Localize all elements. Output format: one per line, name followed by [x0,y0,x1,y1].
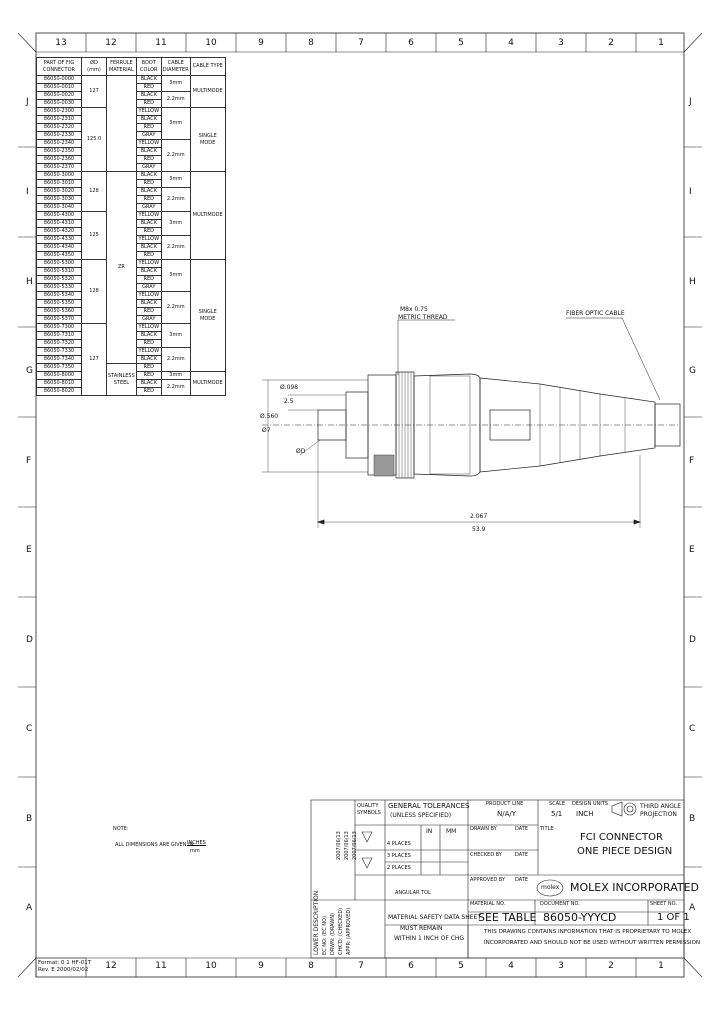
part-number-cell: 86050-2340 [37,140,82,148]
zone-label: 5 [458,38,464,48]
zone-label: 1 [658,38,664,48]
part-number-cell: 86050-7330 [37,348,82,356]
dim-ferrule-mm: 2.5 [284,398,294,405]
table-row [37,76,226,84]
tol-2-places: 2 PLACES [387,865,411,871]
zone-label: 3 [558,961,564,971]
revision-block [313,815,320,955]
dim-length-in: 2.067 [470,513,488,520]
boot-color-cell: RED [136,196,161,204]
part-number-cell: 86050-2360 [37,156,82,164]
table-row [37,172,226,180]
boot-color-cell: BLACK [136,76,161,84]
zone-label: 13 [55,38,67,48]
part-number-cell: 86050-7340 [37,356,82,364]
sheet-no-label: SHEET NO. [650,901,677,907]
part-number-cell: 86050-0000 [37,76,82,84]
zone-label: D [689,635,696,645]
checked-by: CHECKED BY [470,852,502,858]
zone-label: 11 [155,38,167,48]
thread-label-2: METRIC THREAD [398,314,448,321]
zone-label: D [26,635,33,645]
cable-diameter-cell: 2.2mm [161,380,190,396]
boot-color-cell: BLACK [136,188,161,196]
zone-label: 9 [258,38,264,48]
zone-label: 5 [458,961,464,971]
document-no-value: 86050-YYYCD [543,911,617,924]
scale-label: SCALE [549,801,566,807]
revision-date: 2007/06/13 [336,831,342,860]
part-number-cell: 86050-4310 [37,220,82,228]
revision-heading: LOWER DESCRIPTION [313,890,320,955]
dim-body-in: Ø.560 [260,413,279,420]
title-label: TITLE [540,826,554,832]
hazard-line-1: MATERIAL SAFETY DATA SHEET [388,914,481,921]
cable-diameter-cell: 3mm [161,76,190,92]
cable-diameter-cell: 3mm [161,212,190,236]
zone-label: J [689,97,692,107]
zone-label: C [689,724,696,734]
zone-label: 12 [105,38,117,48]
note-units: INCHES [187,840,206,846]
boot-color-cell: YELLOW [136,236,161,244]
boot-color-cell: RED [136,388,161,396]
approved-by: APPROVED BY [470,877,506,883]
drawing-title-1: FCI CONNECTOR [580,832,663,843]
boot-color-cell: RED [136,276,161,284]
zone-label: 6 [408,38,414,48]
zone-label: A [26,903,33,913]
zone-label: 10 [205,38,217,48]
zone-label: 2 [608,961,614,971]
cable-diameter-cell: 2.2mm [161,92,190,108]
note-units-mm: mm [190,848,200,854]
part-number-cell: 86050-4300 [37,212,82,220]
od-cell: 128 [82,172,107,212]
cable-diameter-cell: 3mm [161,108,190,140]
part-number-cell: 86050-3010 [37,180,82,188]
zone-label: 4 [508,38,514,48]
third-angle-symbol [612,802,636,816]
boot-color-cell: BLACK [136,300,161,308]
proprietary-line-1: THIS DRAWING CONTAINS INFORMATION THAT IS PROPRIETARY TO MOLEX [484,929,692,935]
part-number-cell: 86050-0030 [37,100,82,108]
boot-color-cell: BLACK [136,148,161,156]
unless-specified: (UNLESS SPECIFIED) [390,812,452,819]
boot-color-cell: RED [136,364,161,372]
boot-color-cell: YELLOW [136,292,161,300]
cable-type-cell: MULTIMODE [190,172,225,260]
part-number-cell: 86050-5320 [37,276,82,284]
cable-type-cell: MULTIMODE [190,372,225,396]
revision-date: 2007/06/13 [352,831,358,860]
zone-label: 10 [205,961,217,971]
part-number-cell: 86050-4330 [37,236,82,244]
boot-color-cell: YELLOW [136,140,161,148]
tol-4-places: 4 PLACES [387,841,411,847]
design-units-label: DESIGN UNITS [572,801,608,807]
revision-line: CHK'D: (CHECKED) [338,907,344,955]
table-header: ØD (mm) [82,58,107,76]
cable-type-cell: SINGLE MODE [190,108,225,172]
dim-body-mm: Ø7 [262,427,271,434]
design-units-value: INCH [576,810,594,818]
part-number-cell: 86050-2300 [37,108,82,116]
cable-diameter-cell: 3mm [161,324,190,348]
boot-color-cell: RED [136,340,161,348]
note-text: ALL DIMENSIONS ARE GIVEN IN [115,842,194,848]
boot-color-cell: BLACK [136,92,161,100]
boot-color-cell: RED [136,156,161,164]
ferrule-cell: ZR [107,172,137,364]
ferrule-cell [107,76,137,172]
part-number-cell: 86050-4340 [37,244,82,252]
zone-label: E [689,545,695,555]
cable-diameter-cell: 3mm [161,172,190,188]
cable-type-cell: SINGLE MODE [190,260,225,372]
boot-color-cell: GRAY [136,204,161,212]
dim-length-mm: 53.9 [472,526,486,533]
note-label: NOTE: [113,826,129,832]
boot-color-cell: GRAY [136,132,161,140]
table-header: BOOT COLOR [136,58,161,76]
table-header: CABLE TYPE [190,58,225,76]
col-mm: MM [446,828,457,835]
dim-od: ØD [296,448,306,455]
boot-color-cell: BLACK [136,172,161,180]
zone-label: 8 [308,38,314,48]
boot-color-cell: YELLOW [136,212,161,220]
boot-color-cell: BLACK [136,332,161,340]
boot-color-cell: BLACK [136,356,161,364]
part-number-cell: 86050-7310 [37,332,82,340]
table-header: PART OF FIG CONNECTOR [37,58,82,76]
boot-color-cell: RED [136,372,161,380]
revision-line: APPR: (APPROVED) [346,907,352,955]
boot-color-cell: BLACK [136,116,161,124]
company-name: MOLEX INCORPORATED [570,881,700,894]
revision-line: EC NO: (EC NO) [322,916,328,955]
boot-color-cell: RED [136,228,161,236]
date-label: DATE [515,852,529,858]
tol-3-places: 3 PLACES [387,853,411,859]
zone-label: 1 [658,961,664,971]
boot-color-cell: RED [136,308,161,316]
cable-diameter-cell: 3mm [161,372,190,380]
part-number-cell: 86050-8010 [37,380,82,388]
cable-diameter-cell: 2.2mm [161,140,190,172]
boot-color-cell: RED [136,124,161,132]
zone-label: B [26,814,33,824]
zone-label: 12 [105,961,117,971]
part-number-cell: 86050-7350 [37,364,82,372]
scale-value: 5/1 [551,810,563,818]
zone-label: 7 [358,961,364,971]
part-number-cell: 86050-3020 [37,188,82,196]
part-number-cell: 86050-5370 [37,316,82,324]
boot-color-cell: BLACK [136,380,161,388]
boot-color-cell: GRAY [136,316,161,324]
general-tolerances: GENERAL TOLERANCES [388,802,470,810]
zone-label: H [689,277,696,287]
hazard-line-3: WITHIN 1 INCH OF CHG [394,935,465,942]
zone-label: A [689,903,696,913]
boot-color-cell: BLACK [136,220,161,228]
product-line-value: N/A/Y [497,810,517,818]
part-number-cell: 86050-3030 [37,196,82,204]
part-number-cell: 86050-2350 [37,148,82,156]
boot-color-cell: YELLOW [136,348,161,356]
quality-symbols-label: QUALITY SYMBOLS [357,803,381,816]
part-number-cell: 86050-5300 [37,260,82,268]
sheet-no-value: 1 OF 1 [657,912,690,923]
part-number-cell: 86050-0020 [37,92,82,100]
zone-label: 9 [258,961,264,971]
material-no-value: SEE TABLE [478,911,537,924]
zone-label: 3 [558,38,564,48]
cable-type-cell: MULTIMODE [190,76,225,108]
projection-label: THIRD ANGLE PROJECTION [640,803,682,818]
part-number-cell: 86050-7300 [37,324,82,332]
zone-label: F [26,456,32,466]
zone-label: G [689,366,696,376]
zone-label: 6 [408,961,414,971]
boot-color-cell: YELLOW [136,260,161,268]
boot-color-cell: RED [136,252,161,260]
ferrule-cell: STAINLESS STEEL [107,364,137,396]
zone-label: J [26,97,29,107]
molex-logo: molex [541,884,560,891]
part-number-cell: 86050-4320 [37,228,82,236]
zone-label: I [689,187,692,197]
date-label: DATE [515,826,529,832]
product-line-label: PRODUCT LINE [486,801,524,807]
part-number-cell: 86050-3000 [37,172,82,180]
part-number-table [36,57,226,396]
zone-label: F [689,456,695,466]
boot-color-cell: GRAY [136,284,161,292]
part-number-cell: 86050-5360 [37,308,82,316]
drawing-title-2: ONE PIECE DESIGN [577,846,673,857]
part-number-cell: 86050-5340 [37,292,82,300]
cable-diameter-cell: 2.2mm [161,348,190,372]
revision-line: DRWN: (DRAWN) [330,913,336,955]
material-no-label: MATERIAL NO. [470,901,506,907]
zone-label: H [26,277,33,287]
boot-color-cell: RED [136,100,161,108]
col-in: IN [426,828,433,835]
table-header: CABLE DIAMETER [161,58,190,76]
zone-label: E [26,545,32,555]
boot-color-cell: YELLOW [136,324,161,332]
part-number-cell: 86050-2320 [37,124,82,132]
part-number-cell: 86050-4350 [37,252,82,260]
boot-color-cell: YELLOW [136,108,161,116]
part-number-cell: 86050-8000 [37,372,82,380]
od-cell: 125.0 [82,108,107,172]
drawn-by: DRAWN BY [470,826,497,832]
revision-date: 2007/06/13 [344,831,350,860]
thread-label: M8x 0.75 [400,306,428,313]
cable-diameter-cell: 2.2mm [161,292,190,324]
part-number-cell: 86050-5350 [37,300,82,308]
cable-diameter-cell: 3mm [161,260,190,292]
date-label: DATE [515,877,529,883]
od-cell: 127 [82,76,107,108]
part-number-cell: 86050-8020 [37,388,82,396]
zone-label: G [26,366,33,376]
boot-color-cell: BLACK [136,244,161,252]
format-line-1: Format: 0 1 HF-01T [38,960,92,966]
od-cell: 128 [82,260,107,324]
part-number-cell: 86050-5330 [37,284,82,292]
part-number-cell: 86050-2310 [37,116,82,124]
proprietary-line-2: INCORPORATED AND SHOULD NOT BE USED WITHOUT WRITTEN PERMISSION [484,940,701,946]
format-line-2: Rev. E 2000/02/02 [38,967,89,973]
od-cell: 125 [82,212,107,260]
part-number-cell: 86050-7320 [37,340,82,348]
boot-color-cell: RED [136,180,161,188]
boot-color-cell: BLACK [136,268,161,276]
document-no-label: DOCUMENT NO. [540,901,580,907]
connector-drawing [262,318,680,528]
zone-label: 2 [608,38,614,48]
zone-label: 8 [308,961,314,971]
zone-label: I [26,187,29,197]
zone-label: 7 [358,38,364,48]
table-header: FERRULE MATERIAL [107,58,137,76]
boot-color-cell: RED [136,84,161,92]
part-number-cell: 86050-3040 [37,204,82,212]
cable-label: FIBER OPTIC CABLE [566,310,625,317]
od-cell: 127 [82,324,107,396]
part-number-cell: 86050-2370 [37,164,82,172]
cable-diameter-cell: 2.2mm [161,236,190,260]
hazard-line-2: MUST REMAIN [400,925,443,932]
boot-color-cell: GRAY [136,164,161,172]
cable-diameter-cell: 2.2mm [161,188,190,212]
part-number-cell: 86050-5310 [37,268,82,276]
zone-label: 4 [508,961,514,971]
zone-label: C [26,724,33,734]
dim-ferrule-in: Ø.098 [280,384,299,391]
zone-label: B [689,814,696,824]
angular-tol: ANGULAR TOL [395,890,431,896]
zone-label: 11 [155,961,167,971]
part-number-cell: 86050-2330 [37,132,82,140]
part-number-cell: 86050-0010 [37,84,82,92]
